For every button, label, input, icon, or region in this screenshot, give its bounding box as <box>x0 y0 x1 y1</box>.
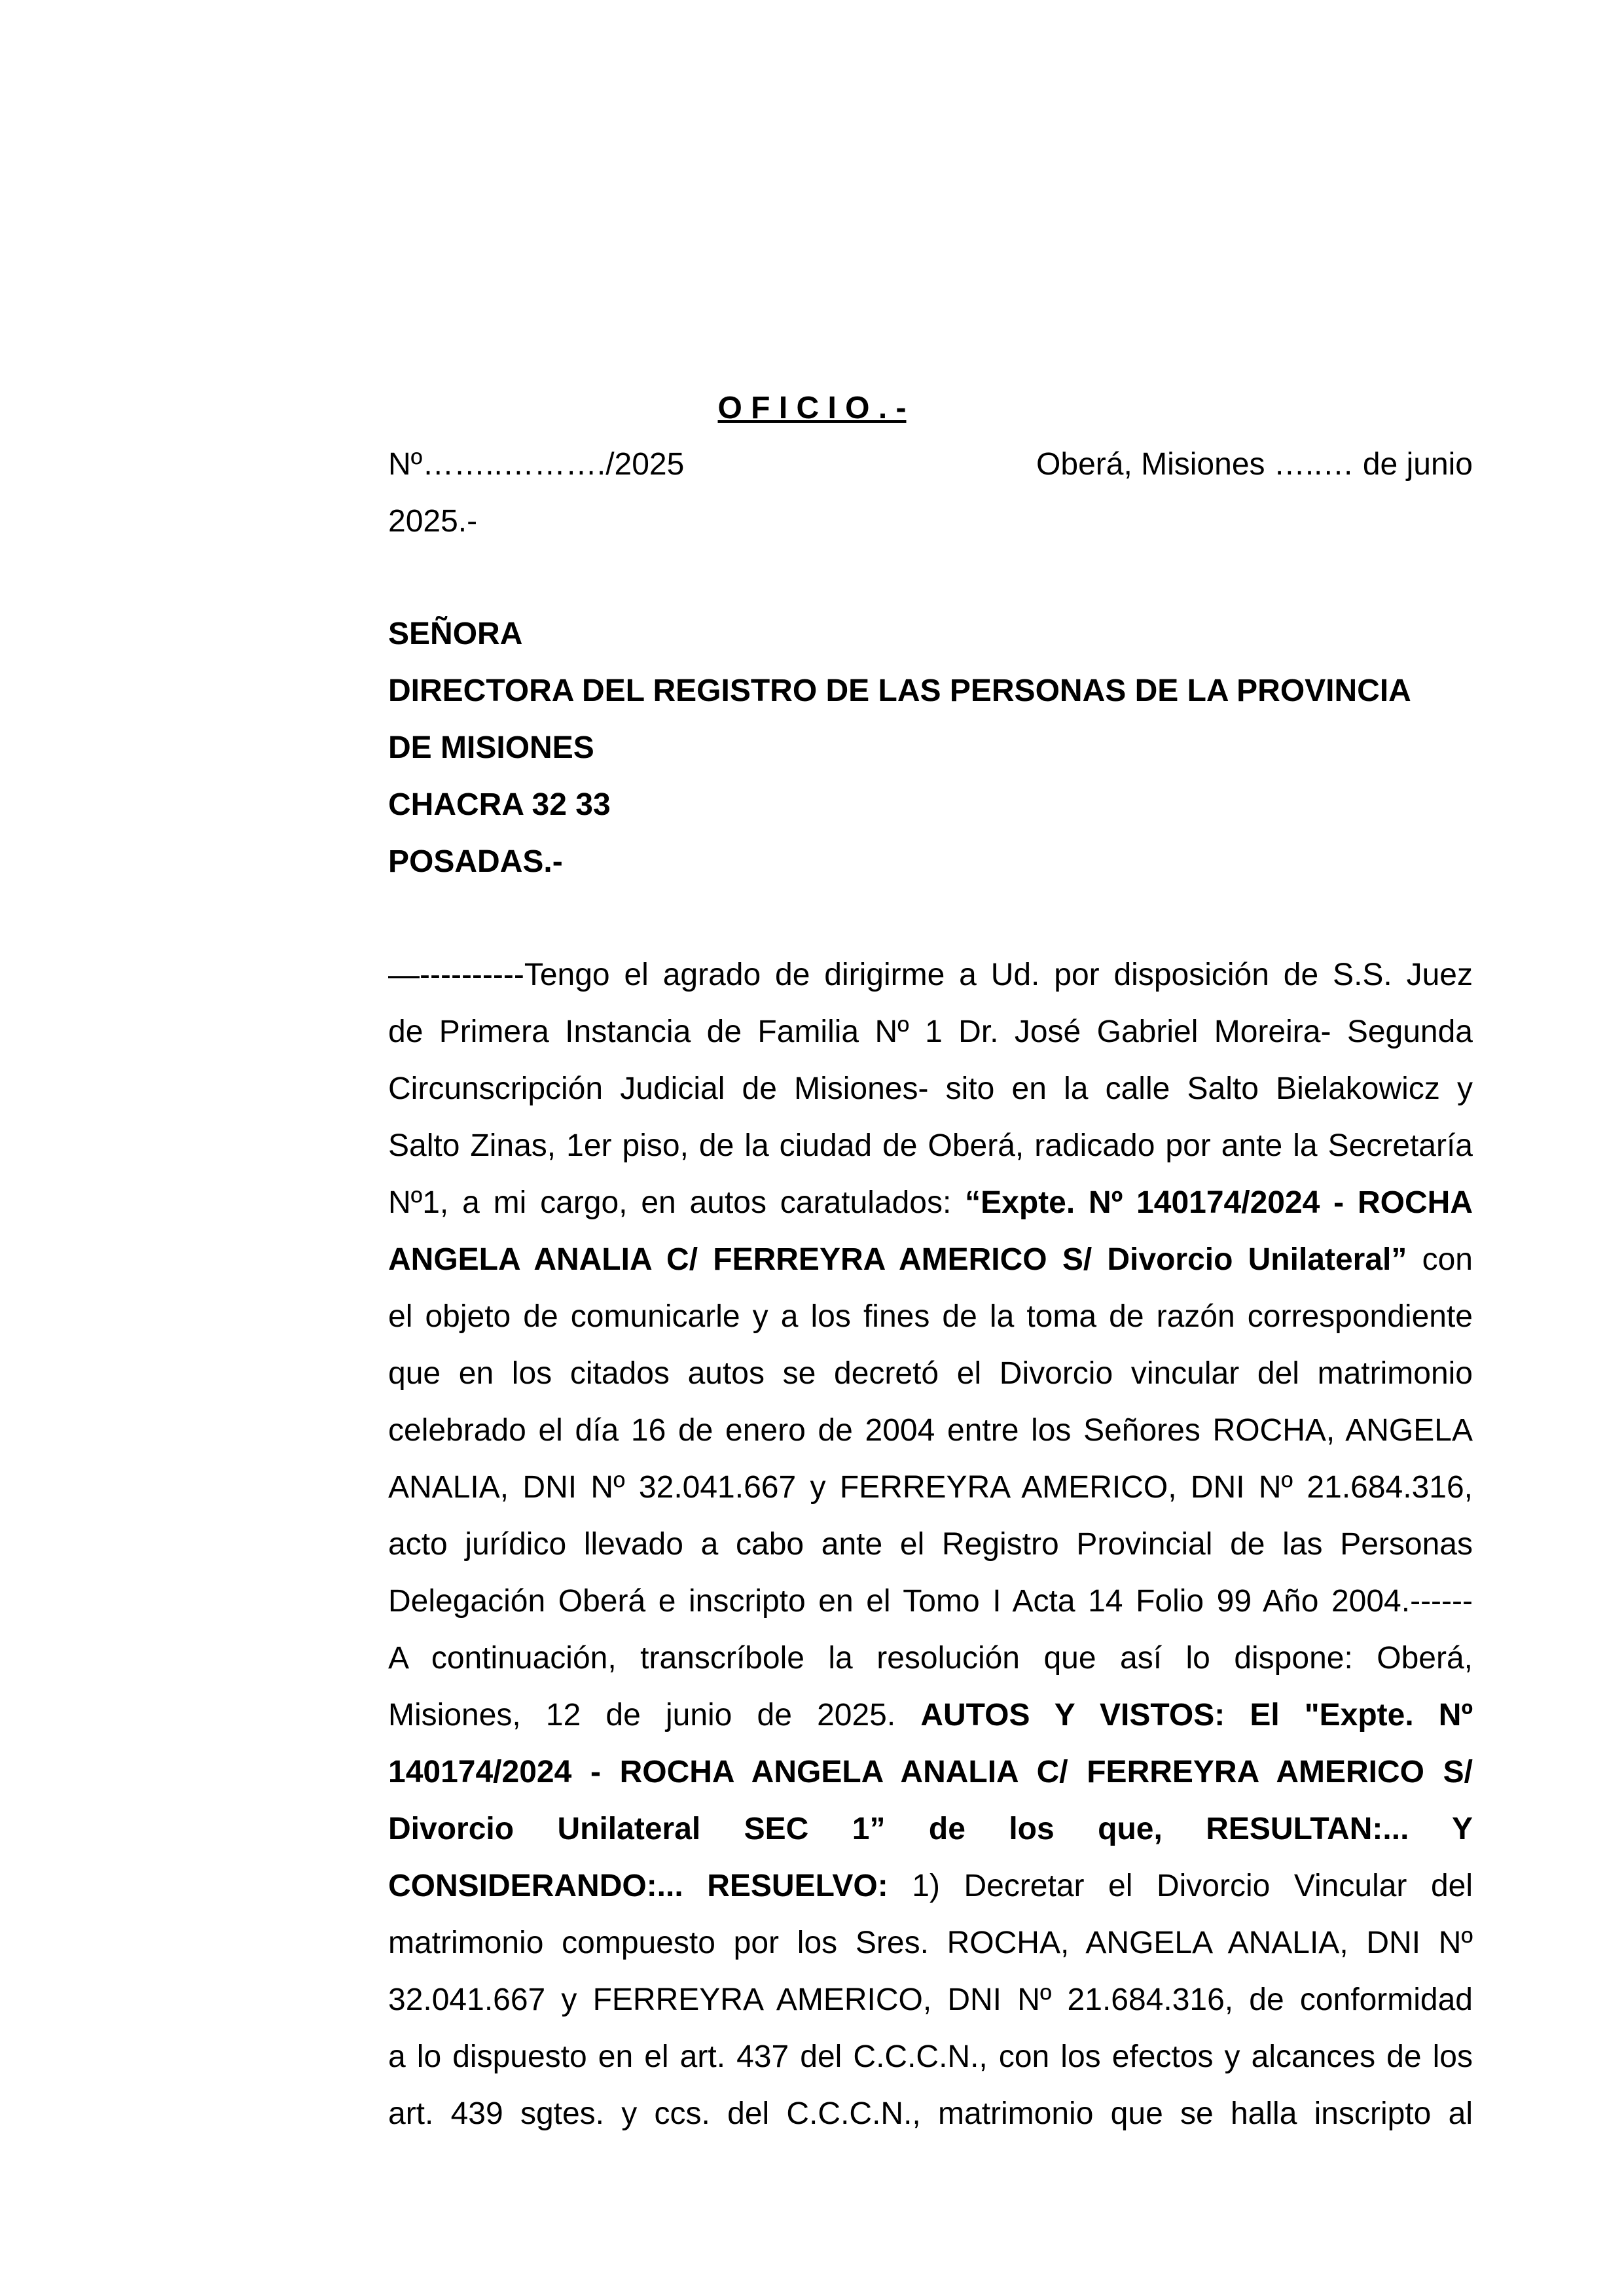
body-line: 32.041.667 y FERREYRA AMERICO, DNI Nº 21.684.316, de conformidad <box>388 1982 1473 2017</box>
body-line: A continuación, transcríbole la resolución que así lo dispone: Oberá, <box>388 1641 1473 1676</box>
body-text-span: con <box>1407 1242 1473 1277</box>
addressee-line: POSADAS.- <box>388 844 563 879</box>
body-line: Delegación Oberá e inscripto en el Tomo I Acta 14 Folio 99 Año 2004.------ <box>388 1584 1473 1619</box>
header-row <box>388 436 1473 493</box>
body-line: de Primera Instancia de Familia Nº 1 Dr. José Gabriel Moreira- Segunda <box>388 1014 1473 1049</box>
addressee-block <box>388 605 1473 890</box>
body-line: art. 439 sgtes. y ccs. del C.C.C.N., matrimonio que se halla inscripto al <box>388 2096 1473 2131</box>
resuelvo: CONSIDERANDO:... RESUELVO: <box>388 1869 888 1903</box>
body-line <box>388 1231 1473 1288</box>
addressee-line: DE MISIONES <box>388 730 594 765</box>
case-title: ANGELA ANALIA C/ FERREYRA AMERICO S/ Divorcio Unilateral” <box>388 1242 1407 1277</box>
addressee-line: CHACRA 32 33 <box>388 787 611 822</box>
body-line: Circunscripción Judicial de Misiones- sito en la calle Salto Bielakowicz y <box>388 1071 1473 1106</box>
body-line: 140174/2024 - ROCHA ANGELA ANALIA C/ FERREYRA AMERICO S/ <box>388 1755 1473 1789</box>
body-text-span: 1) Decretar el Divorcio Vincular del <box>888 1869 1473 1903</box>
body-line: acto jurídico llevado a cabo ante el Registro Provincial de las Personas <box>388 1527 1473 1562</box>
body-line: celebrado el día 16 de enero de 2004 entre los Señores ROCHA, ANGELA <box>388 1413 1473 1448</box>
body-line: que en los citados autos se decretó el Divorcio vincular del matrimonio <box>388 1356 1473 1391</box>
body-line: matrimonio compuesto por los Sres. ROCHA, ANGELA ANALIA, DNI Nº <box>388 1926 1473 1960</box>
body-text-span: Misiones, 12 de junio de 2025. <box>388 1698 921 1732</box>
place-date: Oberá, Misiones …..… de junio <box>1036 447 1473 482</box>
body-line: Divorcio Unilateral SEC 1” de los que, RESULTAN:... Y <box>388 1812 1473 1846</box>
case-title: “Expte. Nº 140174/2024 - ROCHA <box>965 1185 1473 1220</box>
body-line <box>388 1857 1473 1914</box>
body-text <box>388 946 1473 2142</box>
body-text-span: Nº1, a mi cargo, en autos caratulados: <box>388 1185 965 1220</box>
document-title: O F I C I O . - <box>717 391 907 425</box>
body-line: el objeto de comunicarle y a los fines de la toma de razón correspondiente <box>388 1299 1473 1334</box>
body-line: ANALIA, DNI Nº 32.041.667 y FERREYRA AMERICO, DNI Nº 21.684.316, <box>388 1470 1473 1505</box>
body-line <box>388 1687 1473 1744</box>
body-line: —----------Tengo el agrado de dirigirme a Ud. por disposición de S.S. Juez <box>388 958 1473 992</box>
body-line: Salto Zinas, 1er piso, de la ciudad de Oberá, radicado por ante la Secretaría <box>388 1128 1473 1163</box>
oficio-number: Nº……..………./2025 <box>388 447 685 482</box>
body-line: a lo dispuesto en el art. 437 del C.C.C.N., con los efectos y alcances de los <box>388 2039 1473 2074</box>
addressee-line: SEÑORA <box>388 617 523 651</box>
addressee-line: DIRECTORA DEL REGISTRO DE LAS PERSONAS DE LA PROVINCIA <box>388 673 1411 708</box>
body-line <box>388 1174 1473 1231</box>
header-year: 2025.- <box>388 504 478 539</box>
header-block <box>388 436 1473 550</box>
autos-y-vistos: AUTOS Y VISTOS: El "Expte. Nº <box>920 1698 1473 1732</box>
